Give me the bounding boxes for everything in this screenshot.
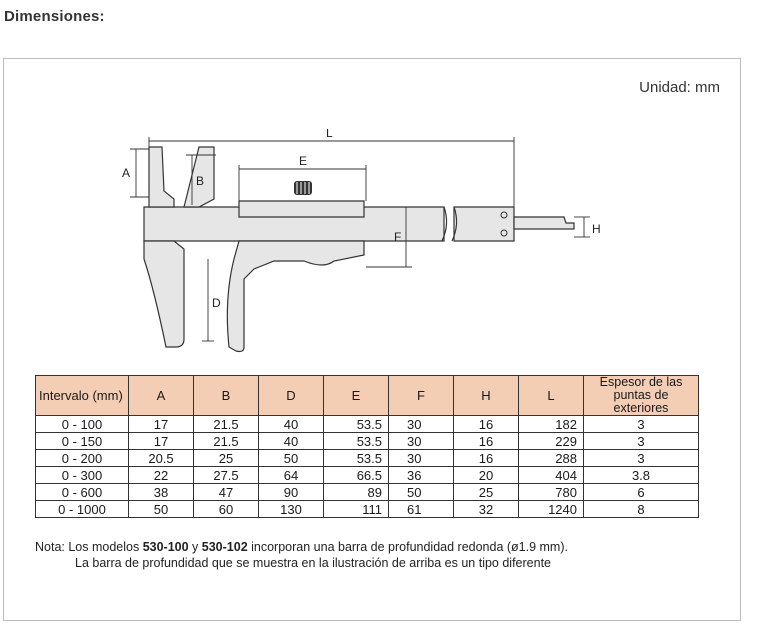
dim-d-label: D [212,296,221,310]
cell-h: 16 [454,450,519,467]
cell-a: 22 [129,467,194,484]
cell-interval: 0 - 100 [36,416,129,433]
section-heading: Dimensiones: [4,8,105,25]
cell-f: 30 [389,416,454,433]
table-note [35,539,568,571]
cell-a: 20.5 [129,450,194,467]
cell-h: 16 [454,433,519,450]
cell-b: 25 [194,450,259,467]
dim-a-label: A [122,166,131,180]
header-l: L [519,376,584,416]
header-tip-thickness: Espesor de las puntas de exteriores [584,376,699,416]
specification-table [35,375,699,518]
cell-h: 25 [454,484,519,501]
cell-d: 40 [259,416,324,433]
cell-tip-thickness: 6 [584,484,699,501]
table-row [36,484,699,501]
note-model-530-102: 530-102 [201,540,248,554]
cell-d: 50 [259,450,324,467]
cell-e: 66.5 [324,467,389,484]
dimension-figure [3,58,741,621]
header-b: B [194,376,259,416]
cell-e: 53.5 [324,416,389,433]
cell-e: 111 [324,501,389,518]
caliper-diagram [104,129,604,359]
cell-f: 30 [389,450,454,467]
cell-b: 47 [194,484,259,501]
note-line-2: La barra de profundidad que se muestra en la ilustración de arriba es un tipo diferente [75,556,551,570]
cell-b: 21.5 [194,433,259,450]
cell-e: 53.5 [324,450,389,467]
cell-f: 50 [389,484,454,501]
note-suffix: incorporan una barra de profundidad redonda (ø1.9 mm). [247,540,568,554]
cell-h: 16 [454,416,519,433]
dim-f-label: F [394,230,402,244]
header-d: D [259,376,324,416]
cell-e: 89 [324,484,389,501]
unit-label: Unidad: mm [639,79,720,96]
cell-b: 21.5 [194,416,259,433]
cell-l: 182 [519,416,584,433]
header-interval: Intervalo (mm) [36,376,129,416]
cell-f: 30 [389,433,454,450]
cell-tip-thickness: 3.8 [584,467,699,484]
table-row [36,501,699,518]
cell-interval: 0 - 1000 [36,501,129,518]
header-h: H [454,376,519,416]
cell-interval: 0 - 200 [36,450,129,467]
dim-l-label: L [326,129,333,140]
header-e: E [324,376,389,416]
cell-interval: 0 - 150 [36,433,129,450]
cell-d: 130 [259,501,324,518]
cell-d: 90 [259,484,324,501]
table-row [36,416,699,433]
cell-l: 1240 [519,501,584,518]
cell-interval: 0 - 300 [36,467,129,484]
table-row [36,433,699,450]
cell-l: 288 [519,450,584,467]
cell-h: 20 [454,467,519,484]
cell-d: 40 [259,433,324,450]
note-prefix: Nota: Los modelos [35,540,143,554]
cell-a: 17 [129,433,194,450]
table-row [36,467,699,484]
cell-interval: 0 - 600 [36,484,129,501]
header-a: A [129,376,194,416]
cell-h: 32 [454,501,519,518]
cell-tip-thickness: 3 [584,416,699,433]
dim-e-label: E [299,154,308,168]
cell-f: 36 [389,467,454,484]
cell-b: 60 [194,501,259,518]
cell-a: 38 [129,484,194,501]
cell-tip-thickness: 3 [584,450,699,467]
cell-tip-thickness: 3 [584,433,699,450]
note-model-530-100: 530-100 [142,540,189,554]
cell-a: 17 [129,416,194,433]
cell-d: 64 [259,467,324,484]
cell-tip-thickness: 8 [584,501,699,518]
note-mid: y [188,540,202,554]
table-header-row [36,376,699,416]
cell-a: 50 [129,501,194,518]
table-row [36,450,699,467]
header-f: F [389,376,454,416]
cell-e: 53.5 [324,433,389,450]
cell-f: 61 [389,501,454,518]
cell-l: 780 [519,484,584,501]
dim-h-label: H [592,222,601,236]
cell-b: 27.5 [194,467,259,484]
cell-l: 229 [519,433,584,450]
cell-l: 404 [519,467,584,484]
dim-b-label: B [196,174,205,188]
